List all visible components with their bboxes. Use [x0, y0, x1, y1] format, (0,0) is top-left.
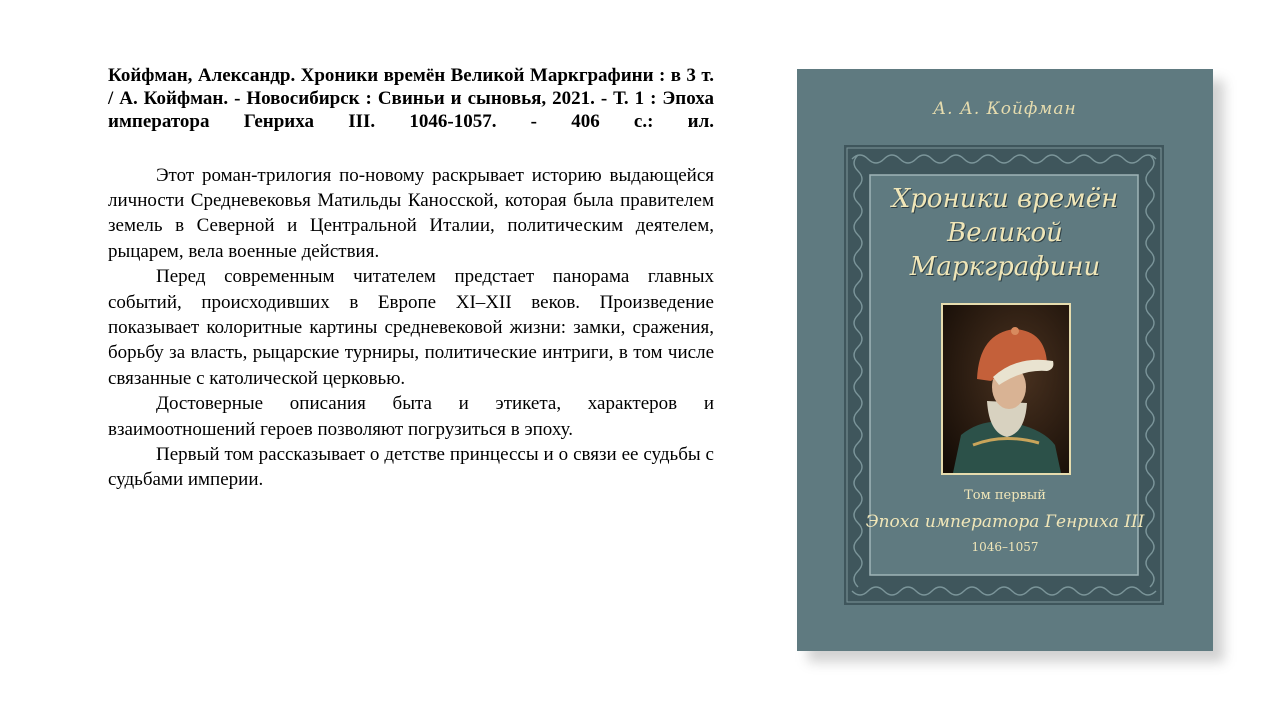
cover-volume-label: Том первый	[964, 488, 1046, 503]
description-paragraph-4: Первый том рассказывает о детстве принцессы и о связи ее судьбы с судьбами империи.	[108, 444, 714, 491]
cover-portrait	[941, 303, 1071, 475]
cover-title-line: Хроники времён	[891, 184, 1119, 214]
cover-author: А. А. Койфман	[933, 99, 1077, 119]
cover-volume-years: 1046–1057	[971, 540, 1039, 554]
book-cover	[797, 69, 1213, 651]
bibliographic-citation: Койфман, Александр. Хроники времён Великой Маркграфини : в 3 т. / А. Койфман. - Новосибирск : Свиньи и сыновья, 2021. - Т. 1 : Эпоха императора Генриха III. 1046-1057. - 406 с.: ил.	[108, 65, 714, 133]
description-paragraph-2: Перед современным читателем предстает панорама главных событий, происходивших в Европе XI–XII веков. Произведение показывает колоритные картины средневековой жизни: замки, сражения, борьбу за власть, рыцарские турниры, политические интриги, в том числе связанные с католической церковью.	[108, 266, 714, 389]
description-paragraph-3: Достоверные описания быта и этикета, характеров и взаимоотношений героев позволяют погрузиться в эпоху.	[108, 393, 714, 440]
cover-volume-subtitle: Эпоха императора Генриха III	[865, 512, 1145, 532]
cover-title	[797, 182, 1213, 284]
portrait-image	[943, 305, 1069, 473]
cover-title-line: Маркграфини	[909, 252, 1101, 282]
cover-title-line: Великой	[947, 218, 1063, 248]
description-paragraph-1: Этот роман-трилогия по-новому раскрывает историю выдающейся личности Средневековья Матильды Каносской, которая была правителем земель в Северной и Центральной Италии, политическим деятелем, рыцарем, вела военные действия.	[108, 164, 714, 262]
book-description	[108, 64, 714, 493]
